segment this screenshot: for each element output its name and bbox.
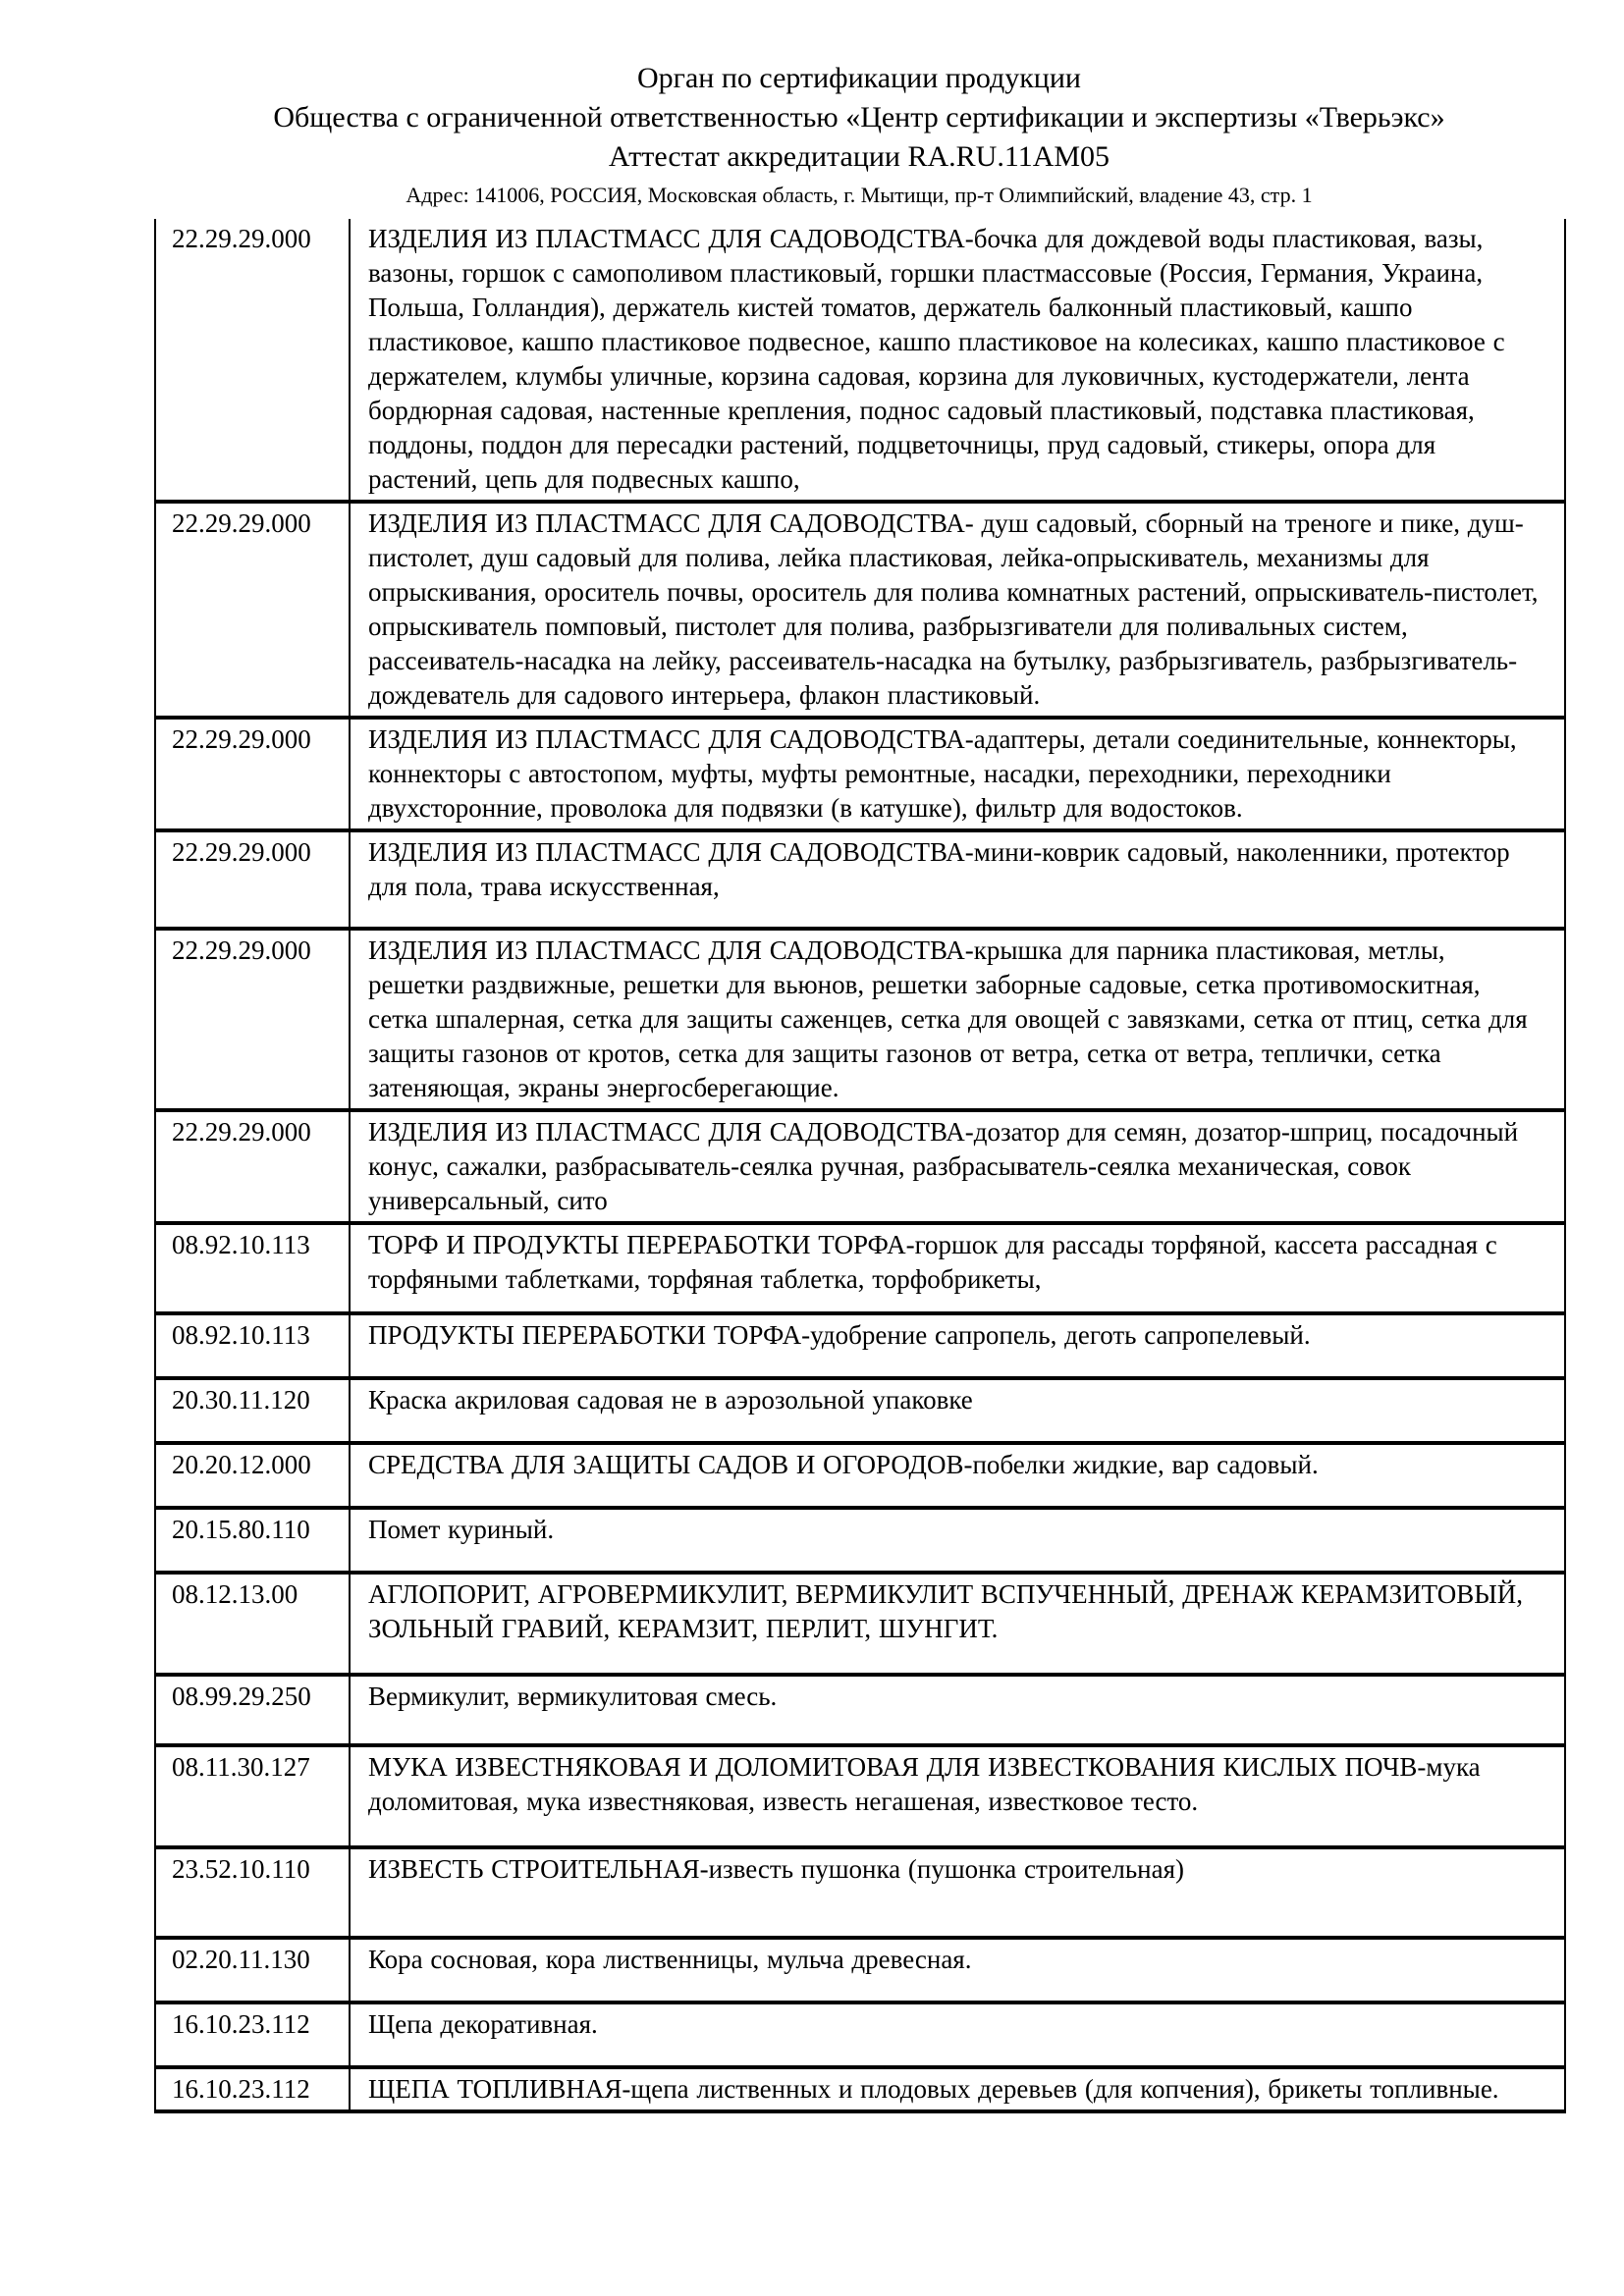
table-row — [155, 929, 1565, 1110]
product-description: ЩЕПА ТОПЛИВНАЯ-щепа лиственных и плодовых деревьев (для копчения), брикеты топливные. — [350, 2067, 1565, 2111]
table-row — [155, 1443, 1565, 1508]
product-code: 08.99.29.250 — [155, 1675, 350, 1745]
table-row — [155, 1223, 1565, 1313]
table-row — [155, 1313, 1565, 1378]
header-line-certification-body: Орган по сертификации продукции — [637, 62, 1081, 94]
product-code: 22.29.29.000 — [155, 502, 350, 718]
product-description: Кора сосновая, кора лиственницы, мульча древесная. — [350, 1938, 1565, 2002]
table-row — [155, 1847, 1565, 1938]
product-description: ИЗДЕЛИЯ ИЗ ПЛАСТМАСС ДЛЯ САДОВОДСТВА-адаптеры, детали соединительные, коннекторы, коннекторы с автостопом, муфты, муфты ремонтные, насадки, переходники, переходники двухсторонние, проволока для подвязки (в катушке), фильтр для водостоков. — [350, 718, 1565, 830]
product-description: ПРОДУКТЫ ПЕРЕРАБОТКИ ТОРФА-удобрение сапропель, деготь сапропелевый. — [350, 1313, 1565, 1378]
table-row — [155, 1938, 1565, 2002]
table-row — [155, 2002, 1565, 2067]
table-row — [155, 2067, 1565, 2111]
table-row — [155, 1508, 1565, 1573]
product-code: 08.11.30.127 — [155, 1745, 350, 1847]
document-header — [154, 59, 1564, 209]
product-code: 08.92.10.113 — [155, 1313, 350, 1378]
product-description: СРЕДСТВА ДЛЯ ЗАЩИТЫ САДОВ И ОГОРОДОВ-побелки жидкие, вар садовый. — [350, 1443, 1565, 1508]
product-description: Краска акриловая садовая не в аэрозольной упаковке — [350, 1378, 1565, 1443]
table-row — [155, 1745, 1565, 1847]
products-table — [154, 219, 1566, 2113]
product-code: 22.29.29.000 — [155, 830, 350, 929]
product-description: ТОРФ И ПРОДУКТЫ ПЕРЕРАБОТКИ ТОРФА-горшок для рассады торфяной, кассета рассадная с торфяными таблетками, торфяная таблетка, торфобрикеты, — [350, 1223, 1565, 1313]
table-row — [155, 1378, 1565, 1443]
table-row — [155, 219, 1565, 502]
product-description: ИЗВЕСТЬ СТРОИТЕЛЬНАЯ-известь пушонка (пушонка строительная) — [350, 1847, 1565, 1938]
product-description: ИЗДЕЛИЯ ИЗ ПЛАСТМАСС ДЛЯ САДОВОДСТВА-дозатор для семян, дозатор-шприц, посадочный конус, сажалки, разбрасыватель-сеялка ручная, разбрасыватель-сеялка механическая, совок универсальный, сито — [350, 1110, 1565, 1223]
table-row — [155, 1573, 1565, 1675]
table-row — [155, 718, 1565, 830]
product-code: 02.20.11.130 — [155, 1938, 350, 2002]
table-row — [155, 1675, 1565, 1745]
product-description: ИЗДЕЛИЯ ИЗ ПЛАСТМАСС ДЛЯ САДОВОДСТВА-бочка для дождевой воды пластиковая, вазы, вазоны, горшок с самополивом пластиковый, горшки пластмассовые (Россия, Германия, Украина, Польша, Голландия), держатель кистей томатов, держатель балконный пластиковый, кашпо пластиковое, кашпо пластиковое подвесное, кашпо пластиковое на колесиках, кашпо пластиковое с держателем, клумбы уличные, корзина садовая, корзина для луковичных, кустодержатели, лента бордюрная садовая, настенные крепления, поднос садовый пластиковый, подставка пластиковая, поддоны, поддон для пересадки растений, подцветочницы, пруд садовый, стикеры, опора для растений, цепь для подвесных кашпо, — [350, 219, 1565, 502]
header-address: Адрес: 141006, РОССИЯ, Московская область, г. Мытищи, пр-т Олимпийский, владение 43, стр. 1 — [406, 183, 1313, 207]
product-description: Щепа декоративная. — [350, 2002, 1565, 2067]
product-code: 08.92.10.113 — [155, 1223, 350, 1313]
table-row — [155, 502, 1565, 718]
product-code: 16.10.23.112 — [155, 2067, 350, 2111]
product-code: 22.29.29.000 — [155, 718, 350, 830]
header-line-accreditation-number: Аттестат аккредитации RA.RU.11АМ05 — [608, 140, 1110, 173]
product-description: Помет куриный. — [350, 1508, 1565, 1573]
header-line-organization-name: Общества с ограниченной ответственностью «Центр сертификации и экспертизы «Тверьэкс» — [273, 101, 1445, 133]
product-code: 20.20.12.000 — [155, 1443, 350, 1508]
product-code: 20.15.80.110 — [155, 1508, 350, 1573]
product-description: ИЗДЕЛИЯ ИЗ ПЛАСТМАСС ДЛЯ САДОВОДСТВА-мини-коврик садовый, наколенники, протектор для пола, трава искусственная, — [350, 830, 1565, 929]
product-code: 22.29.29.000 — [155, 1110, 350, 1223]
table-row — [155, 1110, 1565, 1223]
product-description: ИЗДЕЛИЯ ИЗ ПЛАСТМАСС ДЛЯ САДОВОДСТВА- душ садовый, сборный на треноге и пике, душ-пистолет, душ садовый для полива, лейка пластиковая, лейка-опрыскиватель, механизмы для опрыскивания, ороситель почвы, ороситель для полива комнатных растений, опрыскиватель-пистолет, опрыскиватель помповый, пистолет для полива, разбрызгиватели для поливальных систем, рассеиватель-насадка на лейку, рассеиватель-насадка на бутылку, разбрызгиватель, разбрызгиватель-дождеватель для садового интерьера, флакон пластиковый. — [350, 502, 1565, 718]
table-row — [155, 830, 1565, 929]
product-description: АГЛОПОРИТ, АГРОВЕРМИКУЛИТ, ВЕРМИКУЛИТ ВСПУЧЕННЫЙ, ДРЕНАЖ КЕРАМЗИТОВЫЙ, ЗОЛЬНЫЙ ГРАВИЙ, КЕРАМЗИТ, ПЕРЛИТ, ШУНГИТ. — [350, 1573, 1565, 1675]
product-description: Вермикулит, вермикулитовая смесь. — [350, 1675, 1565, 1745]
product-code: 08.12.13.00 — [155, 1573, 350, 1675]
products-table-body — [155, 219, 1565, 2111]
product-description: ИЗДЕЛИЯ ИЗ ПЛАСТМАСС ДЛЯ САДОВОДСТВА-крышка для парника пластиковая, метлы, решетки раздвижные, решетки для вьюнов, решетки заборные садовые, сетка противомоскитная, сетка шпалерная, сетка для защиты саженцев, сетка для овощей с завязками, сетка от птиц, сетка для защиты газонов от кротов, сетка для защиты газонов от ветра, сетка от ветра, теплички, сетка затеняющая, экраны энергосберегающие. — [350, 929, 1565, 1110]
product-code: 16.10.23.112 — [155, 2002, 350, 2067]
product-code: 22.29.29.000 — [155, 219, 350, 502]
product-code: 20.30.11.120 — [155, 1378, 350, 1443]
product-code: 22.29.29.000 — [155, 929, 350, 1110]
product-code: 23.52.10.110 — [155, 1847, 350, 1938]
product-description: МУКА ИЗВЕСТНЯКОВАЯ И ДОЛОМИТОВАЯ ДЛЯ ИЗВЕСТКОВАНИЯ КИСЛЫХ ПОЧВ-мука доломитовая, мука известняковая, известь негашеная, известковое тесто. — [350, 1745, 1565, 1847]
